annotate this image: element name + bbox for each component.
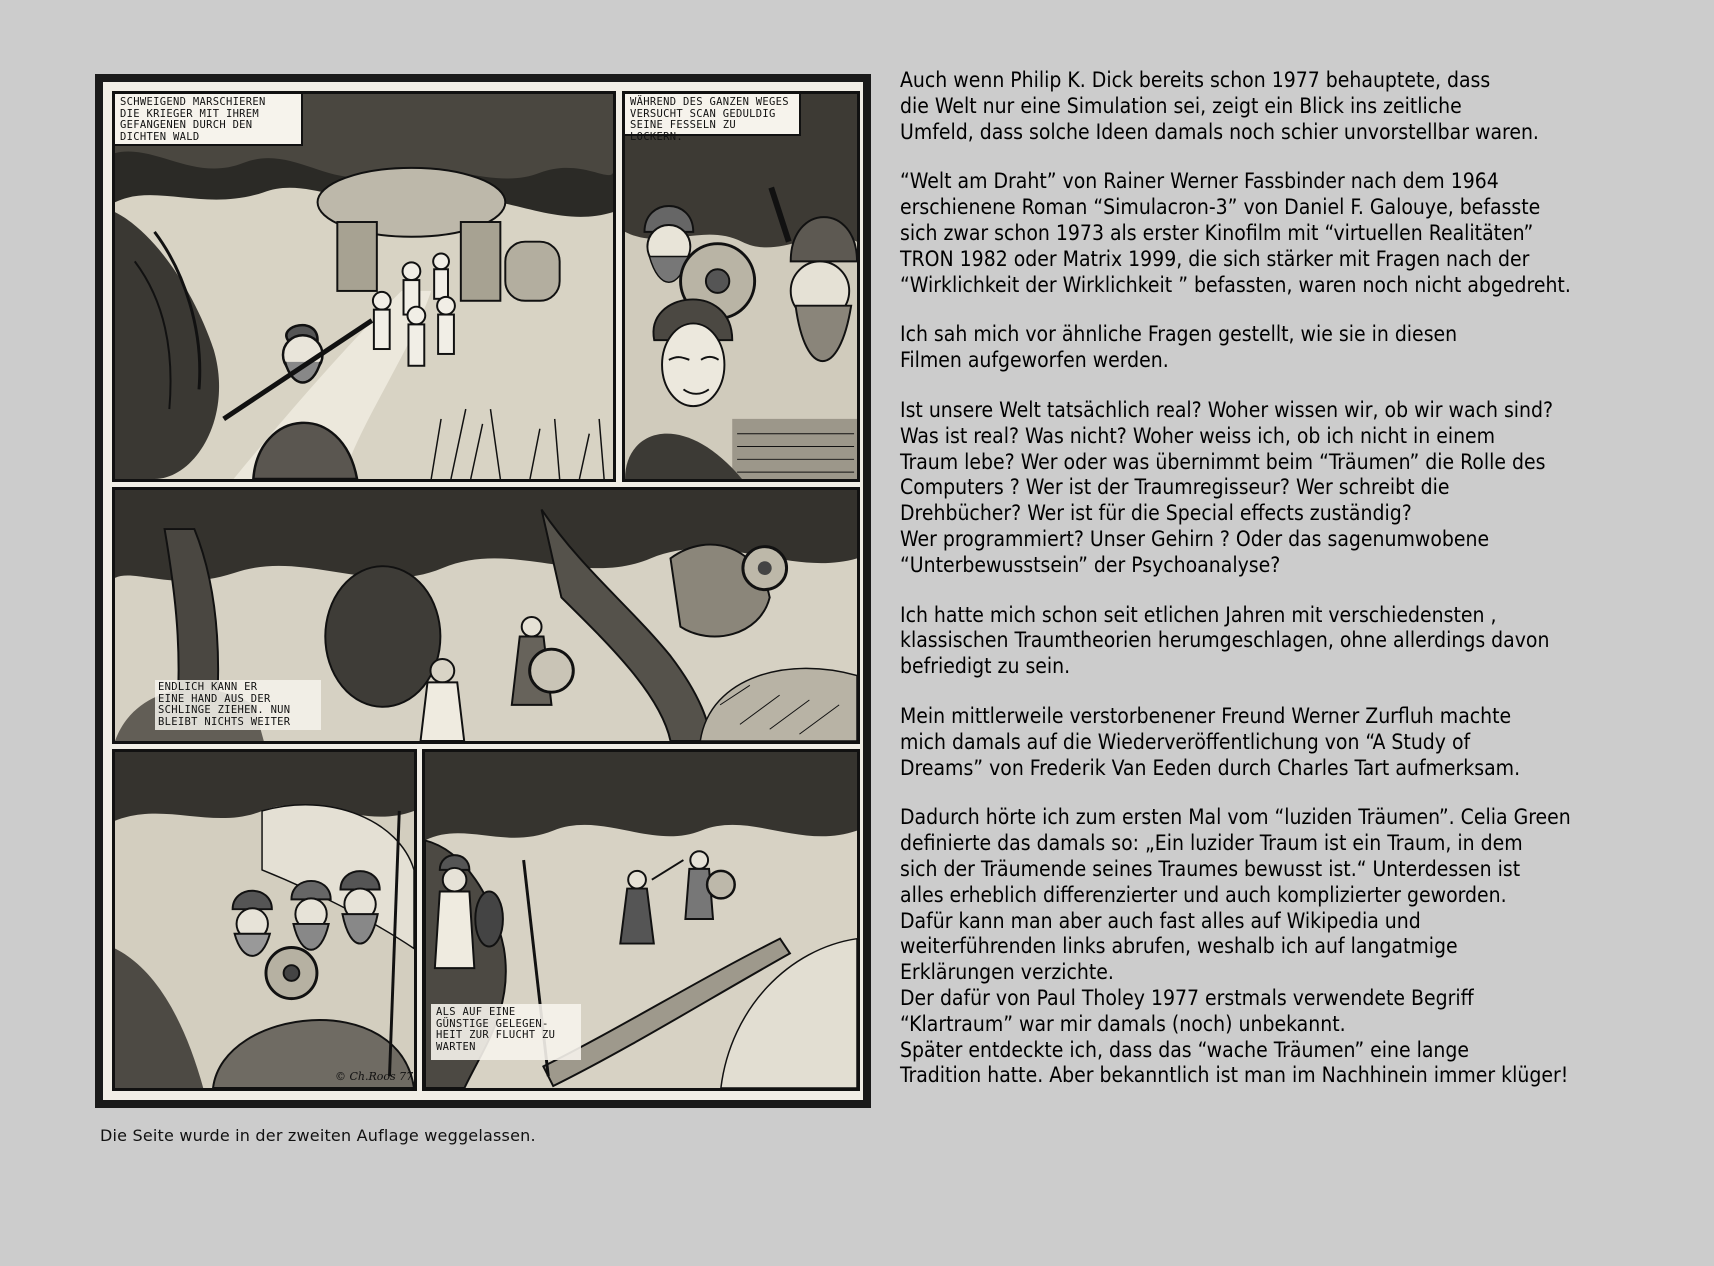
artist-signature: © Ch.Roos 77 — [335, 1070, 414, 1083]
article-paragraph-4: Ist unsere Welt tatsächlich real? Woher wissen wir, ob wir wach sind? Was ist real? Was nicht? Woher weiss ich, ob ich nicht in einem Traum lebe? Wer oder was übernimmt beim “Träumen” die Rolle des Computers ? Wer ist der Traumregisseur? Wer schreibt die Drehbücher? Wer ist für die Special effects zuständig? Wer programmiert? Unser Gehirn ? Oder das sagenumwobene “Unterbewusstsein” der Psychoanalyse? — [900, 397, 1554, 577]
comic-panel-3 — [112, 487, 860, 744]
image-caption: Die Seite wurde in der zweiten Auflage weggelassen. — [100, 1126, 536, 1145]
article-paragraph-1: Auch wenn Philip K. Dick bereits schon 1977 behauptete, dass die Welt nur eine Simulation sei, zeigt ein Blick ins zeitliche Umfeld, dass solche Ideen damals noch schier unvorstellbar waren. — [900, 68, 1539, 144]
panel-5-caption: ALS AUF EINE GÜNSTIGE GELEGEN- HEIT ZUR FLUCHT ZU WARTEN — [431, 1004, 581, 1060]
panel-2-illustration — [625, 94, 857, 479]
comic-panel-5 — [422, 749, 860, 1091]
panel-4-illustration — [115, 752, 414, 1088]
panel-1-caption: SCHWEIGEND MARSCHIEREN DIE KRIEGER MIT IHREM GEFANGENEN DURCH DEN DICHTEN WALD — [113, 92, 303, 146]
article-paragraph-5: Ich hatte mich schon seit etlichen Jahren mit verschiedensten , klassischen Traumtheorien herumgeschlagen, ohne allerdings davon befriedigt zu sein. — [900, 602, 1550, 679]
article-paragraph-6: Mein mittlerweile verstorbenener Freund Werner Zurfluh machte mich damals auf die Wiederveröffentlichung von “A Study of Dreams” von Frederik Van Eeden durch Charles Tart aufmerksam. — [900, 703, 1521, 780]
article-paragraph-3: Ich sah mich vor ähnliche Fragen gestellt, wie sie in diesen Filmen aufgeworfen werden. — [900, 322, 1458, 373]
comic-page-image — [95, 74, 871, 1108]
comic-paper — [103, 82, 863, 1100]
comic-panel-2 — [622, 91, 860, 482]
comic-panel-4 — [112, 749, 417, 1091]
panel-3-caption: ENDLICH KANN ER EINE HAND AUS DER SCHLINGE ZIEHEN. NUN BLEIBT NICHTS WEITER — [155, 680, 321, 730]
panel-2-caption: WÄHREND DES GANZEN WEGES VERSUCHT SCAN GEDULDIG SEINE FESSELN ZU LOCKERN. — [623, 92, 801, 136]
article-paragraph-7: Dadurch hörte ich zum ersten Mal vom “luziden Träumen”. Celia Green definierte das damals so: „Ein luzider Traum ist ein Traum, in dem sich der Träumende seines Traumes bewusst ist.“ Unterdessen ist alles erheblich differenzierter und auch komplizierter geworden. Dafür kann man aber auch fast alles auf Wikipedia und weiterführenden links abrufen, weshalb ich auf langatmige Erklärungen verzichte. Der dafür von Paul Tholey 1977 erstmals verwendete Begriff “Klartraum” war mir damals (noch) unbekannt. Später entdeckte ich, dass das “wache Träumen” eine lange Tradition hatte. Aber bekanntlich ist man im Nachhinein immer klüger! — [900, 805, 1571, 1088]
article-paragraph-2: “Welt am Draht” von Rainer Werner Fassbinder nach dem 1964 erschienene Roman “Simulacron-3” von Daniel F. Galouye, befasste sich zwar schon 1973 als erster Kinofilm mit “virtuellen Realitäten” TRON 1982 oder Matrix 1999, die sich stärker mit Fragen nach der “Wirklichkeit der Wirklichkeit ” befassten, waren noch nicht abgedreht. — [900, 169, 1571, 297]
article-text — [900, 68, 1690, 1113]
panel-1-illustration — [115, 94, 613, 479]
comic-panel-1 — [112, 91, 616, 482]
